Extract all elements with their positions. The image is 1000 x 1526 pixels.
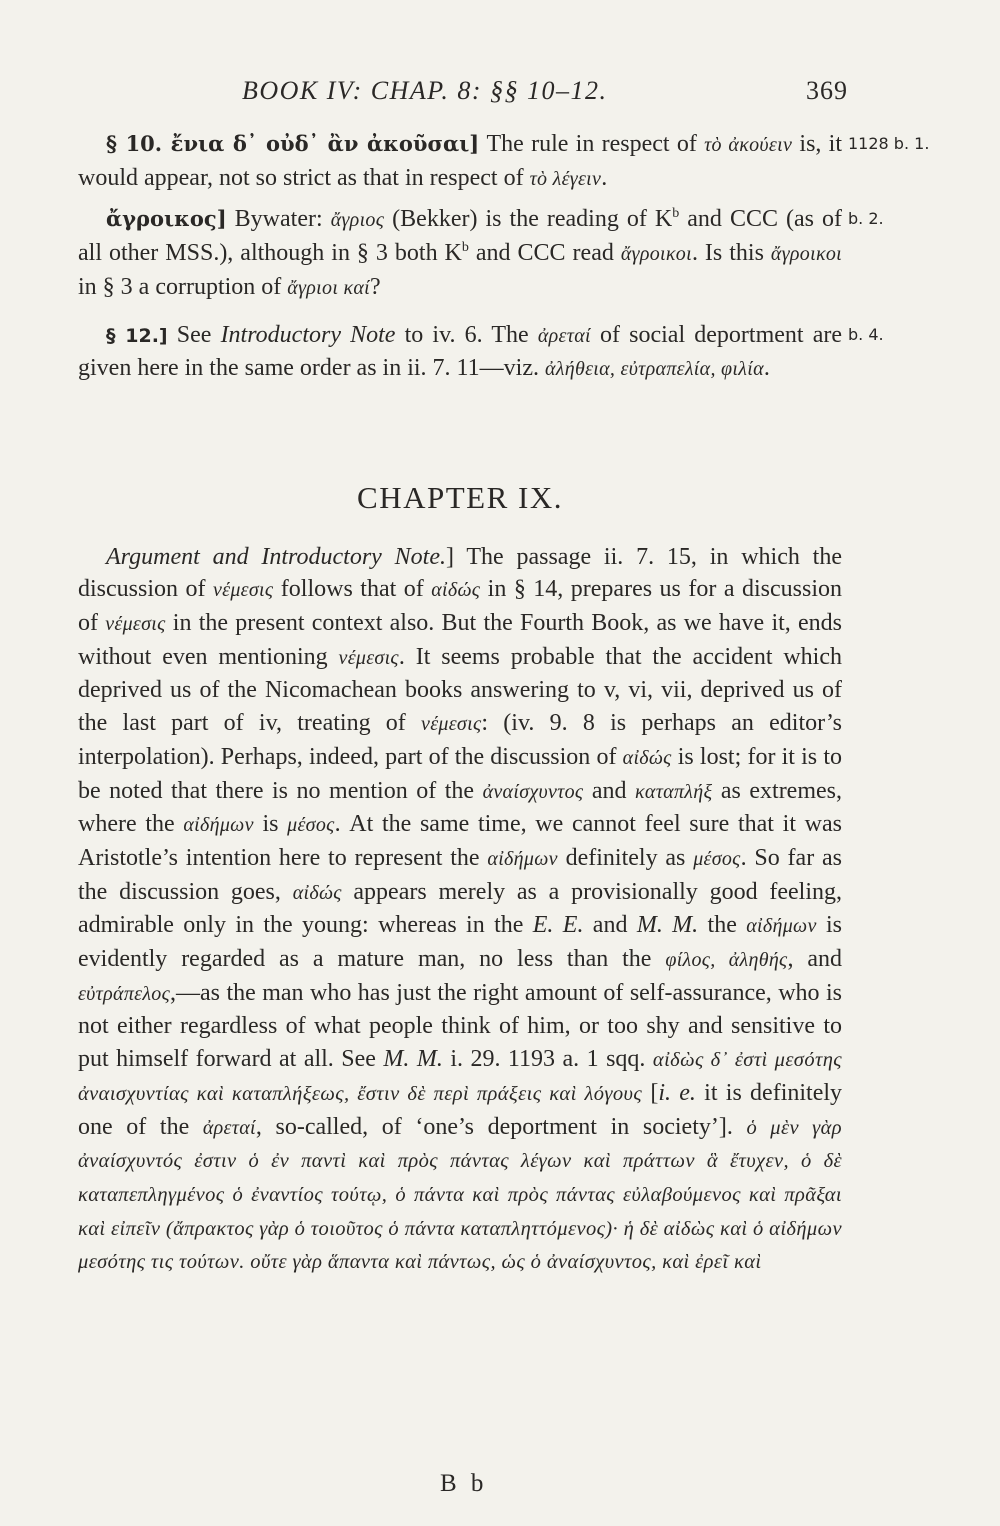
greek-term: νέμεσις — [421, 713, 482, 736]
margin-reference: 1128 b. 1. — [848, 134, 930, 153]
greek-term: αἰδήμων — [183, 814, 254, 837]
greek-term: νέμεσις — [105, 613, 166, 636]
page-number: 369 — [806, 76, 848, 105]
greek-term: φίλος, ἀληθής — [665, 949, 788, 972]
greek-term: ἀρεταί — [202, 1116, 256, 1139]
commentary-body — [78, 128, 930, 1279]
greek-term: εὐτράπελος — [78, 982, 170, 1005]
italic-title: Introductory Note — [220, 321, 396, 348]
note-section-10: § 10. ἔνια δ᾽ οὐδ᾽ ἂν ἀκοῦσαι] The rule in respect of τὸ ἀκούειν is, it would appear, not so strict as that in respect of τὸ λέγειν. 1128 b. 1. — [78, 128, 842, 195]
superscript: b — [461, 240, 469, 256]
argument-lemma: Argument and Introductory Note. — [106, 543, 446, 570]
greek-quotation: ὁ μὲν γὰρ ἀναίσχυντός ἐστιν ὁ ἐν παντὶ καὶ πρὸς πάντας λέγων καὶ πράττων ἃ ἔτυχεν, ὁ δὲ καταπεπληγμένος ὁ ἐναντίος τούτῳ, ὁ πάντα καὶ πρὸς πάντας εὐλαβούμενος καὶ πρᾶξαι καὶ εἰπεῖν (ἄπρακτος γὰρ ὁ τοιοῦτος ὁ πάντα καταπληττόμενος)· ἡ δὲ αἰδὼς καὶ ὁ αἰδήμων μεσότης τις τούτων. οὔτε γὰρ ἅπαντα καὶ πάντως, ὡς ὁ ἀναίσχυντος, καὶ ἐρεῖ καὶ — [78, 1116, 842, 1274]
italic-abbrev: M. M. — [383, 1046, 443, 1073]
margin-reference: b. 4. — [848, 324, 884, 344]
note-lemma: § 12.] — [106, 324, 168, 347]
greek-term: μέσος — [693, 847, 741, 870]
greek-term: αἰδώς — [292, 881, 342, 904]
greek-term: αἰδήμων — [746, 915, 817, 938]
greek-term: καταπλήξ — [635, 780, 713, 803]
signature-mark: B b — [440, 1470, 488, 1497]
greek-term: ἄγροικοι — [620, 243, 692, 266]
greek-term: τὸ ἀκούειν — [704, 134, 793, 156]
greek-term: ἄγριος — [330, 209, 385, 232]
italic-abbrev: E. E. — [532, 912, 584, 939]
italic-abbrev: i. e. — [658, 1079, 696, 1106]
greek-term: αἰδήμων — [487, 847, 558, 870]
greek-term: ἀρεταί — [537, 324, 591, 347]
greek-term: ἄγροικοι — [770, 243, 843, 266]
margin-reference: b. 2. — [848, 209, 884, 229]
running-head: BOOK IV: CHAP. 8: §§ 10–12. — [242, 76, 608, 105]
note-lemma: § 10. ἔνια δ᾽ οὐδ᾽ ἂν ἀκοῦσαι] — [106, 131, 480, 156]
greek-term: αἰδώς — [431, 579, 481, 602]
chapter-heading: CHAPTER IX. — [357, 479, 563, 515]
note-agroikos: ἄγροικος] Bywater: ἄγριος (Bekker) is the reading of $K^b$ and CCC (as of all other MSS.), although in § 3 both $K^b$ and CCC read ἄγροικοι. Is this ἄγροικοι in § 3 a corruption of ἄγριοι καί? b. 2. — [78, 203, 842, 304]
note-section-12: § 12.] See Introductory Note to iv. 6. The ἀρεταί of social deportment are given here in the same order as in ii. 7. 11—viz. ἀλήθεια, εὐτραπελία, φιλία. b. 4. — [78, 319, 842, 386]
greek-term: αἰδώς — [622, 746, 672, 769]
italic-abbrev: M. M. — [636, 912, 699, 939]
greek-term: ἀναίσχυντος — [482, 780, 584, 803]
greek-term: ἄγριοι καί — [287, 276, 371, 299]
greek-term: νέμεσις — [338, 646, 399, 669]
note-lemma: ἄγροικος] — [106, 206, 227, 232]
greek-term: νέμεσις — [212, 579, 274, 602]
greek-term: ἀλήθεια, εὐτραπελία, φιλία — [544, 358, 764, 381]
greek-term: τὸ λέγειν — [529, 167, 602, 190]
greek-quotation: αἰδὼς δ᾽ ἐστὶ μεσότης ἀναισχυντίας καὶ καταπλήξεως, ἔστιν δὲ περὶ πράξεις καὶ λόγους — [78, 1049, 842, 1105]
argument-paragraph: Argument and Introductory Note.] The passage ii. 7. 15, in which the discussion of νέμεσις follows that of αἰδώς in § 14, prepares us for a discussion of νέμεσις in the present context also. But the Fourth Book, as we have it, ends without even mentioning νέμεσις. It seems probable that the accident which deprived us of the Nicomachean books answering to v, vi, vii, deprived us of the last part of iv, treating of νέμεσις: (iv. 9. 8 is perhaps an editor’s interpolation). Perhaps, indeed, part of the discussion of αἰδώς is lost; for it is to be noted that there is no mention of the ἀναίσχυντος and καταπλήξ as extremes, where the αἰδήμων is μέσος. At the same time, we cannot feel sure that it was Aristotle’s intention here to represent the αἰδήμων definitely as μέσος. So far as the discussion goes, αἰδώς appears merely as a provisionally good feeling, admirable only in the young: whereas in the E. E. and M. M. the αἰδήμων is evidently regarded as a mature man, no less than the φίλος, ἀληθής, and εὐτράπελος,—as the man who has just the right amount of self-assurance, who is not either regardless of what people think of him, or too shy and sensitive to put himself forward at all. See M. M. i. 29. 1193 a. 1 sqq. αἰδὼς δ᾽ ἐστὶ μεσότης ἀναισχυντίας καὶ καταπλήξεως, ἔστιν δὲ περὶ πράξεις καὶ λόγους [i. e. it is definitely one of the ἀρεταί, so-called, of ‘one’s deportment in society’]. ὁ μὲν γὰρ ἀναίσχυντός ἐστιν ὁ ἐν παντὶ καὶ πρὸς πάντας λέγων καὶ πράττων ἃ ἔτυχεν, ὁ δὲ καταπεπληγμένος ὁ ἐναντίος τούτῳ, ὁ πάντα καὶ πρὸς πάντας εὐλαβούμενος καὶ πρᾶξαι καὶ εἰπεῖν (ἄπρακτος γὰρ ὁ τοιοῦτος ὁ πάντα καταπληττόμενος)· ἡ δὲ αἰδὼς καὶ ὁ αἰδήμων μεσότης τις τούτων. οὔτε γὰρ ἅπαντα καὶ πάντως, ὡς ὁ ἀναίσχυντος, καὶ ἐρεῖ καὶ — [78, 543, 843, 1274]
greek-term: μέσος — [287, 814, 335, 837]
superscript: b — [672, 206, 680, 222]
